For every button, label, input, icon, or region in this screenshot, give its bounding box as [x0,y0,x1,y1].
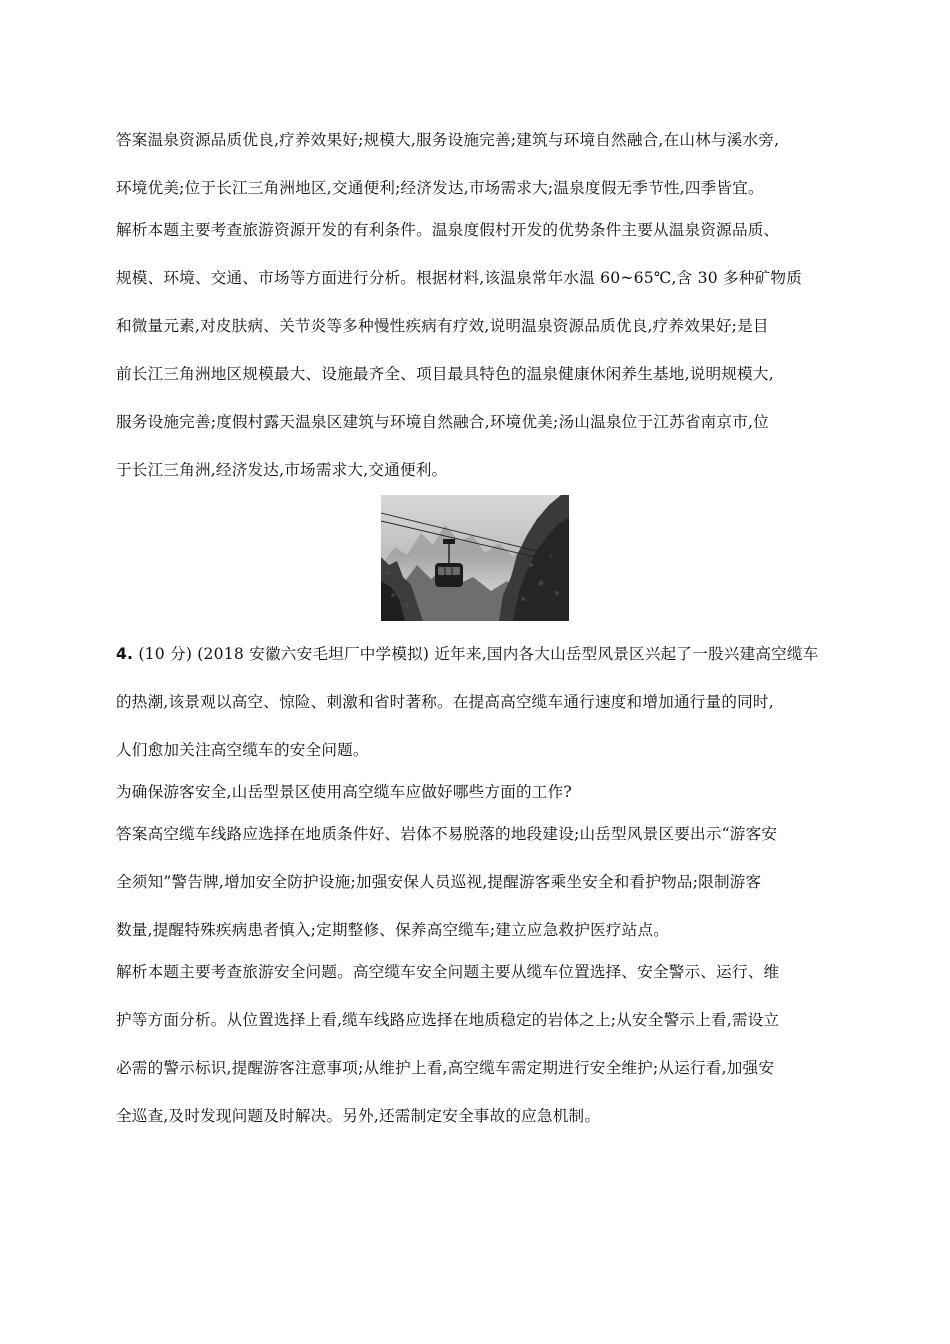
question4-number: 4. [116,645,134,663]
question4-line-3: 人们愈加关注高空缆车的安全问题。 [116,741,369,759]
analysis4-line-3: 必需的警示标识,提醒游客注意事项;从维护上看,高空缆车需定期进行安全维护;从运行看,加强安 [116,1059,775,1077]
cable-car-photo [381,495,569,621]
analysis3-line-4: 前长江三角洲地区规模最大、设施最齐全、项目最具特色的温泉健康休闲养生基地,说明规模大, [116,365,774,383]
analysis4-line-4: 全巡查,及时发现问题及时解决。另外,还需制定安全事故的应急机制。 [116,1107,601,1125]
analysis3-line-3: 和微量元素,对皮肤病、关节炎等多种慢性疾病有疗效,说明温泉资源品质优良,疗养效果好;是目 [116,317,769,335]
question4-line-1 [116,644,819,664]
analysis4-line-1: 解析本题主要考查旅游安全问题。高空缆车安全问题主要从缆车位置选择、安全警示、运行、维 [116,963,780,981]
analysis3-line-6: 于长江三角洲,经济发达,市场需求大,交通便利。 [116,461,448,479]
answer4-line-3: 数量,提醒特殊疾病患者慎入;定期整修、保养高空缆车;建立应急救护医疗站点。 [116,921,670,939]
question4-line-1-text: (10 分) (2018 安徽六安毛坦厂中学模拟) 近年来,国内各大山岳型风景区兴起了一股兴建高空缆车 [133,645,819,663]
analysis4-line-2: 护等方面分析。从位置选择上看,缆车线路应选择在地质稳定的岩体之上;从安全警示上看,需设立 [116,1011,780,1029]
analysis3-line-1: 解析本题主要考查旅游资源开发的有利条件。温泉度假村开发的优势条件主要从温泉资源品质、 [116,221,780,239]
analysis3-line-2: 规模、环境、交通、市场等方面进行分析。根据材料,该温泉常年水温 60~65℃,含 30 多种矿物质 [116,269,802,287]
analysis3-line-5: 服务设施完善;度假村露天温泉区建筑与环境自然融合,环境优美;汤山温泉位于江苏省南京市,位 [116,413,769,431]
answer3-line-2: 环境优美;位于长江三角洲地区,交通便利;经济发达,市场需求大;温泉度假无季节性,四季皆宜。 [116,179,764,197]
answer4-line-2: 全须知”警告牌,增加安全防护设施;加强安保人员巡视,提醒游客乘坐安全和看护物品;限制游客 [116,873,762,891]
answer3-line-1: 答案温泉资源品质优良,疗养效果好;规模大,服务设施完善;建筑与环境自然融合,在山林与溪水旁, [116,131,780,149]
question4-prompt: 为确保游客安全,山岳型景区使用高空缆车应做好哪些方面的工作? [116,783,572,801]
answer4-line-1: 答案高空缆车线路应选择在地质条件好、岩体不易脱落的地段建设;山岳型风景区要出示“游客安 [116,825,778,843]
question4-line-2: 的热潮,该景观以高空、惊险、刺激和省时著称。在提高高空缆车通行速度和增加通行量的同时, [116,693,774,711]
